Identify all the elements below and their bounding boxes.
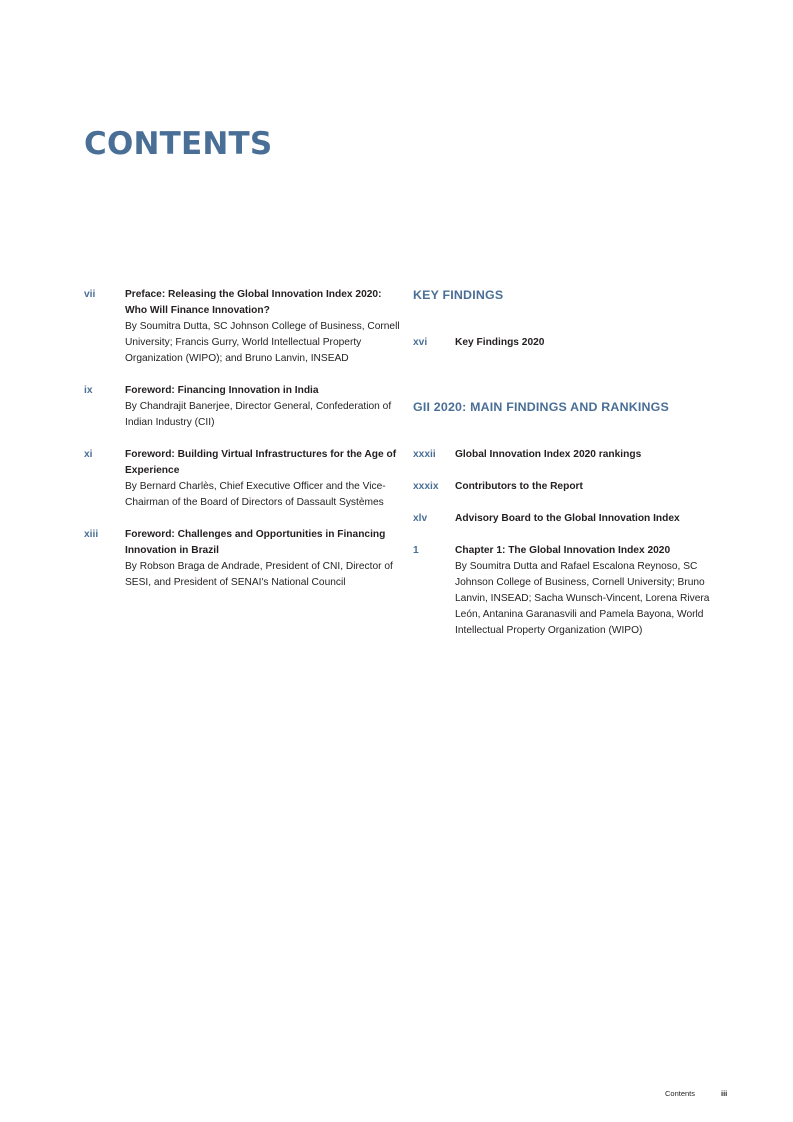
toc-entry-foreword-brazil[interactable] <box>84 527 404 591</box>
toc-entry-foreword-virtual[interactable] <box>84 447 404 511</box>
toc-entry-author: By Robson Braga de Andrade, President of CNI, Director of SESI, and President of SENAI's National Council <box>125 561 393 588</box>
toc-page-number: ix <box>84 385 93 396</box>
toc-entry-author: By Chandrajit Banerjee, Director General, Confederation of Indian Industry (CII) <box>125 401 392 428</box>
contents-left-column <box>84 287 404 591</box>
toc-page-number: xlv <box>413 513 428 524</box>
toc-entry-title: Foreword: Challenges and Opportunities in Financing Innovation in Brazil <box>125 529 386 556</box>
toc-entry-advisory-board[interactable] <box>413 511 723 527</box>
toc-entry-foreword-india[interactable] <box>84 383 404 431</box>
footer-page-number: iii <box>721 1089 728 1098</box>
toc-entry-title: Chapter 1: The Global Innovation Index 2020 <box>455 545 671 556</box>
toc-entry-author: By Bernard Charlès, Chief Executive Officer and the Vice-Chairman of the Board of Directors of Dassault Systèmes <box>125 481 386 508</box>
toc-entry-chapter-1[interactable] <box>413 543 723 639</box>
section-heading-main-findings: GII 2020: MAIN FINDINGS AND RANKINGS <box>413 400 669 414</box>
toc-page-number: xxxix <box>413 481 439 492</box>
toc-page-number: vii <box>84 289 96 300</box>
toc-entry-title: Key Findings 2020 <box>455 337 545 348</box>
toc-page-number: 1 <box>413 545 419 556</box>
toc-page-number: xiii <box>84 529 99 540</box>
toc-entry-key-findings[interactable] <box>413 335 723 351</box>
toc-entry-contributors[interactable] <box>413 479 723 495</box>
toc-entry-author: By Soumitra Dutta and Rafael Escalona Reynoso, SC Johnson College of Business, Cornell University; Bruno Lanvin, INSEAD; Sacha Wunsch-Vincent, Lorena Rivera León, Antanina Garanasvili and Pamela Bayona, World Intellectual Property Organization (WIPO) <box>455 561 710 636</box>
toc-entry-title: Preface: Releasing the Global Innovation Index 2020: Who Will Finance Innovation? <box>125 289 382 316</box>
toc-entry-author: By Soumitra Dutta, SC Johnson College of Business, Cornell University; Francis Gurry, World Intellectual Property Organization (WIPO); and Bruno Lanvin, INSEAD <box>125 321 400 364</box>
toc-entry-rankings[interactable] <box>413 447 723 463</box>
toc-entry-title: Advisory Board to the Global Innovation Index <box>455 513 680 524</box>
toc-page-number: xi <box>84 449 93 460</box>
toc-entry-preface[interactable] <box>84 287 404 367</box>
section-heading-key-findings: KEY FINDINGS <box>413 288 504 302</box>
toc-page-number: xvi <box>413 337 428 348</box>
toc-entry-title: Foreword: Building Virtual Infrastructures for the Age of Experience <box>125 449 397 476</box>
footer-label: Contents <box>665 1089 696 1098</box>
page-footer <box>665 1089 728 1098</box>
contents-right-column <box>413 287 723 639</box>
toc-entry-title: Foreword: Financing Innovation in India <box>125 385 319 396</box>
toc-entry-title: Contributors to the Report <box>455 481 583 492</box>
page-title: CONTENTS <box>84 126 273 162</box>
toc-entry-title: Global Innovation Index 2020 rankings <box>455 449 642 460</box>
toc-page-number: xxxii <box>413 449 436 460</box>
